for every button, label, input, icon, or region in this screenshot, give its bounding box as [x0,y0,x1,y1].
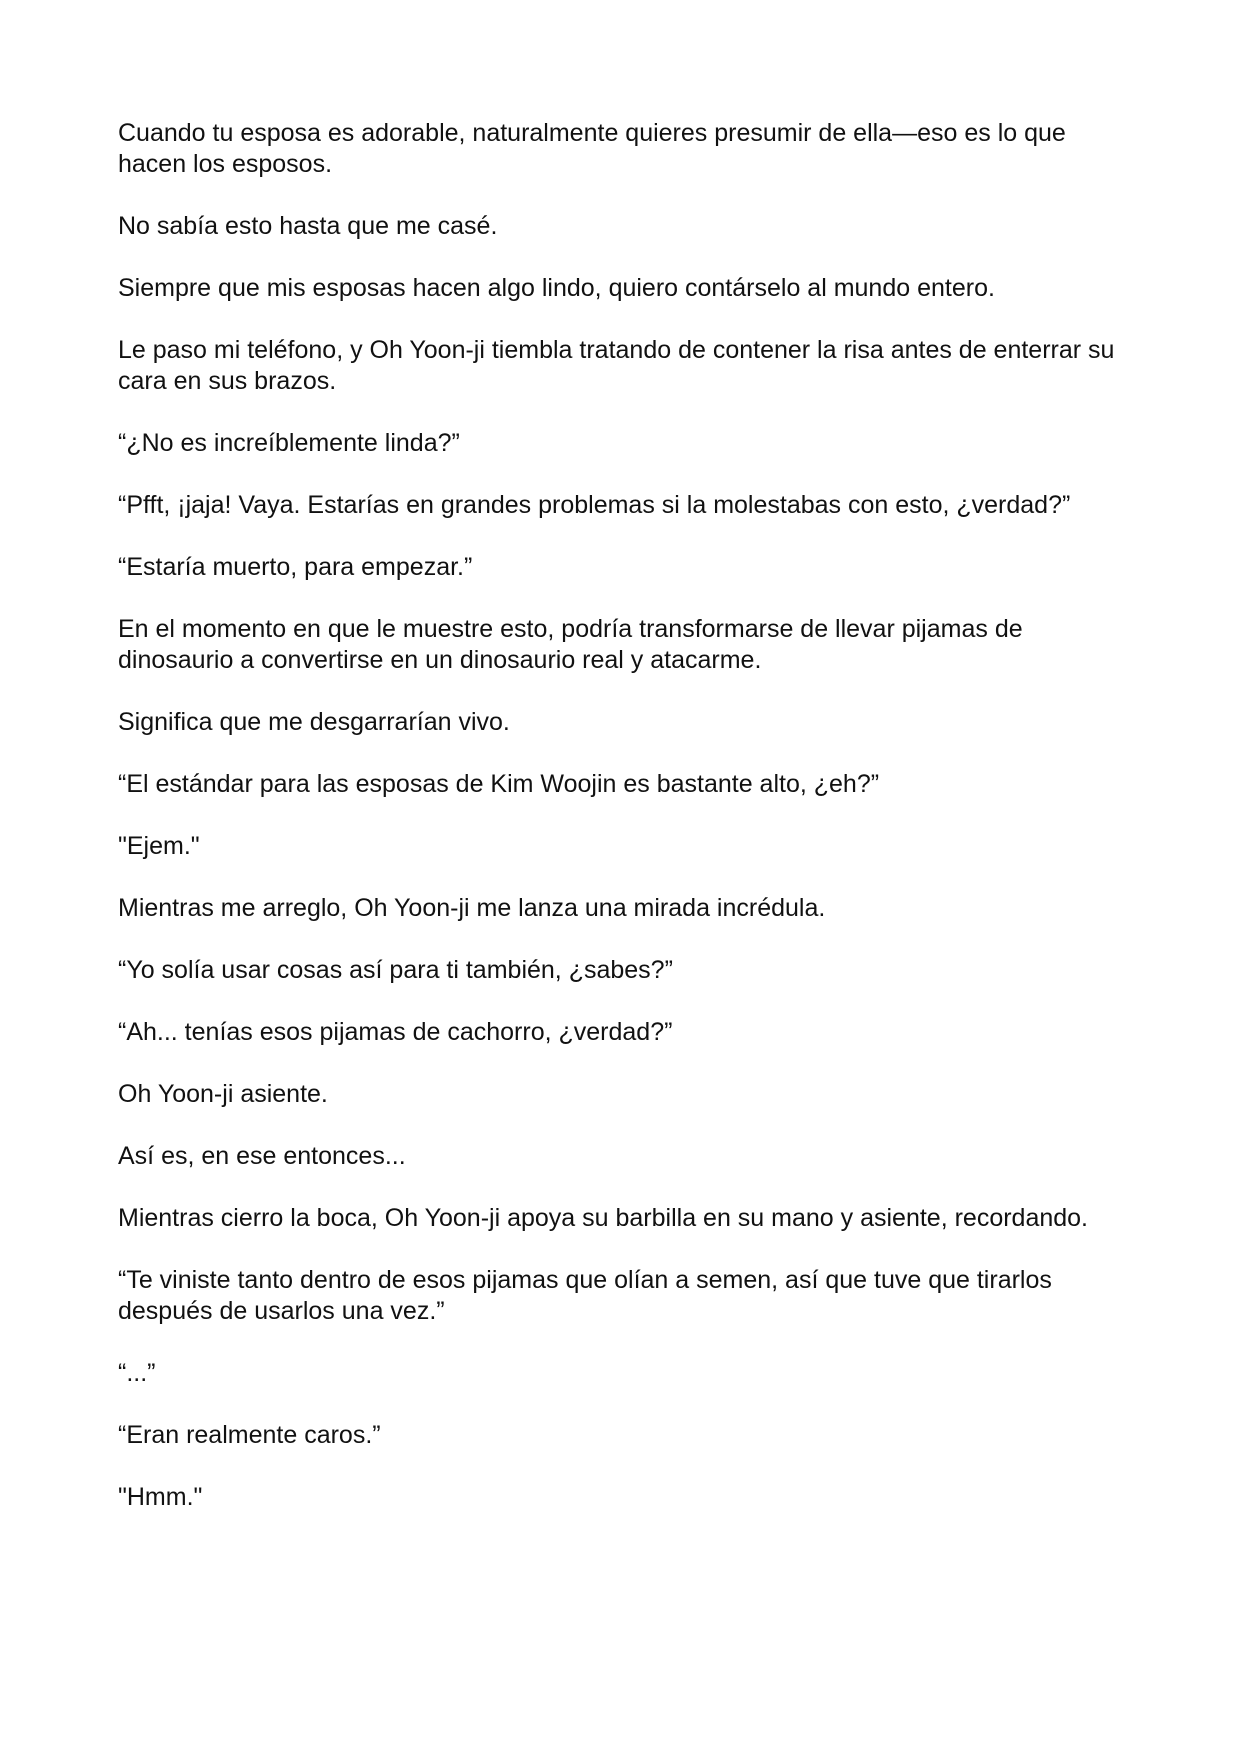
paragraph: Mientras me arreglo, Oh Yoon-ji me lanza una mirada incrédula. [118,894,826,922]
paragraph: "Hmm." [118,1483,203,1511]
paragraph: “Estaría muerto, para empezar.” [118,553,473,581]
paragraph: “Te viniste tanto dentro de esos pijamas que olían a semen, así que tuve que tirarlos después de usarlos una vez.” [118,1266,1052,1325]
text-body [118,118,1128,1544]
paragraph: En el momento en que le muestre esto, podría transformarse de llevar pijamas de dinosaurio a convertirse en un dinosaurio real y atacarme. [118,615,1023,674]
paragraph: “...” [118,1359,156,1387]
paragraph: “Eran realmente caros.” [118,1421,381,1449]
paragraph: Oh Yoon-ji asiente. [118,1080,328,1108]
paragraph: “Ah... tenías esos pijamas de cachorro, ¿verdad?” [118,1018,673,1046]
paragraph: Mientras cierro la boca, Oh Yoon-ji apoya su barbilla en su mano y asiente, recordando. [118,1204,1089,1232]
paragraph: Le paso mi teléfono, y Oh Yoon-ji tiembla tratando de contener la risa antes de enterrar su cara en sus brazos. [118,336,1115,395]
paragraph: “El estándar para las esposas de Kim Woojin es bastante alto, ¿eh?” [118,770,880,798]
paragraph: “Yo solía usar cosas así para ti también, ¿sabes?” [118,956,673,984]
paragraph: "Ejem." [118,832,200,860]
paragraph: Siempre que mis esposas hacen algo lindo, quiero contárselo al mundo entero. [118,274,995,302]
paragraph: “¿No es increíblemente linda?” [118,429,460,457]
paragraph: Significa que me desgarrarían vivo. [118,708,510,736]
paragraph: No sabía esto hasta que me casé. [118,212,498,240]
paragraph: Así es, en ese entonces... [118,1142,406,1170]
paragraph: Cuando tu esposa es adorable, naturalmente quieres presumir de ella—eso es lo que hacen los esposos. [118,119,1066,178]
paragraph: “Pfft, ¡jaja! Vaya. Estarías en grandes problemas si la molestabas con esto, ¿verdad?” [118,491,1071,519]
